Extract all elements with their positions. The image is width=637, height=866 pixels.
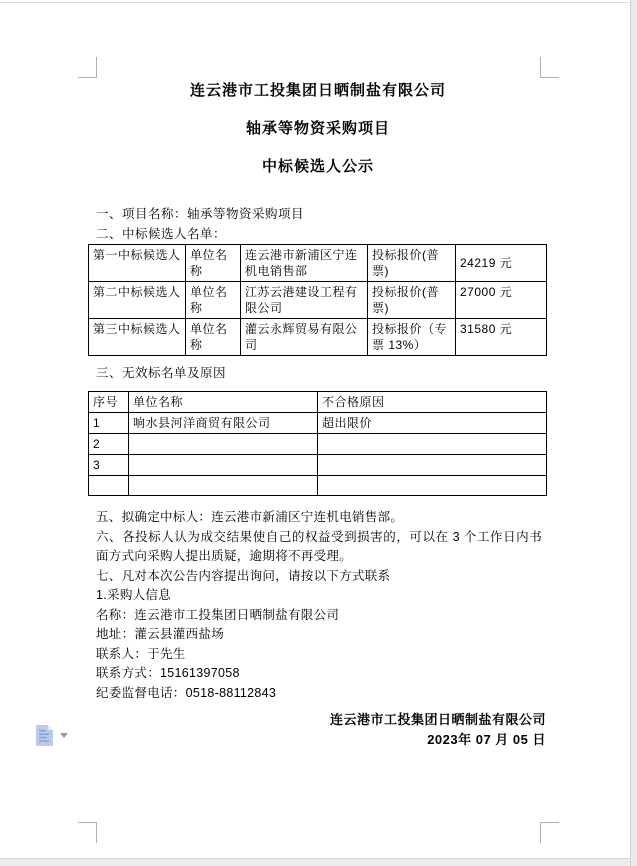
chevron-down-icon xyxy=(60,733,68,738)
table-cell: 27000 元 xyxy=(456,282,547,319)
table-cell: 1 xyxy=(89,413,129,434)
table-row xyxy=(89,413,547,434)
section-7-contact-heading: 七、凡对本次公告内容提出询问，请按以下方式联系 xyxy=(96,568,391,583)
body-paragraphs xyxy=(96,508,542,703)
margin-crop-mark-top-right xyxy=(540,57,559,78)
table-cell xyxy=(129,476,318,496)
signature-company: 连云港市工投集团日晒制盐有限公司 xyxy=(329,712,546,727)
margin-crop-mark-top-left xyxy=(78,57,97,78)
column-header: 单位名称 xyxy=(129,392,318,413)
table-cell: 江苏云港建设工程有限公司 xyxy=(241,282,368,319)
document-title-company: 连云港市工投集团日晒制盐有限公司 xyxy=(189,82,446,99)
table-row xyxy=(89,476,547,496)
document-title-project: 轴承等物资采购项目 xyxy=(245,120,390,137)
buyer-contact-person: 联系人：于先生 xyxy=(96,646,186,661)
table-row xyxy=(89,282,547,319)
table-cell xyxy=(318,455,547,476)
supervision-phone: 纪委监督电话：0518-88112843 xyxy=(96,685,277,700)
table-cell: 投标报价（专票 13%） xyxy=(368,319,456,356)
table-cell: 单位名称 xyxy=(186,319,241,356)
page-right-boundary xyxy=(630,0,637,866)
table-cell: 2 xyxy=(89,434,129,455)
signature-date: 2023年 07 月 05 日 xyxy=(427,732,546,747)
table-row xyxy=(89,319,547,356)
section-5-winner: 五、拟确定中标人：连云港市新浦区宁连机电销售部。 xyxy=(96,510,404,524)
paste-options-button[interactable] xyxy=(36,725,70,749)
table-cell: 单位名称 xyxy=(186,245,241,282)
section-2-candidates-heading: 二、中标候选人名单： xyxy=(96,227,227,241)
table-cell: 第三中标候选人 xyxy=(89,319,186,356)
buyer-address: 地址：灌云县灌西盐场 xyxy=(96,627,225,641)
invalid-bids-table xyxy=(88,391,547,496)
section-3-invalid-heading: 三、无效标名单及原因 xyxy=(96,366,227,380)
table-cell: 3 xyxy=(89,455,129,476)
margin-crop-mark-bottom-right xyxy=(540,822,559,843)
table-header-row xyxy=(89,392,547,413)
table-cell: 第二中标候选人 xyxy=(89,282,186,319)
document-title-notice: 中标候选人公示 xyxy=(261,158,374,175)
table-cell: 响水县河洋商贸有限公司 xyxy=(129,413,318,434)
table-cell: 灌云永辉贸易有限公司 xyxy=(241,319,368,356)
table-cell xyxy=(318,476,547,496)
table-cell xyxy=(318,434,547,455)
table-row xyxy=(89,434,547,455)
table-cell: 第一中标候选人 xyxy=(89,245,186,282)
table-cell: 连云港市新浦区宁连机电销售部 xyxy=(241,245,368,282)
table-cell xyxy=(89,476,129,496)
table-cell: 超出限价 xyxy=(318,413,547,434)
signature-block xyxy=(330,710,546,750)
section-6-objection-notice: 六、各投标人认为成交结果使自己的权益受到损害的，可以在 3 个工作日内书面方式向采购人提出质疑，逾期将不再受理。 xyxy=(96,529,542,563)
column-header: 不合格原因 xyxy=(318,392,547,413)
buyer-info-heading: 1.采购人信息 xyxy=(96,588,172,602)
section-1-project-name: 一、项目名称：轴承等物资采购项目 xyxy=(96,207,305,221)
table-cell: 31580 元 xyxy=(456,319,547,356)
candidates-table xyxy=(88,244,547,356)
table-row xyxy=(89,245,547,282)
column-header: 序号 xyxy=(89,392,129,413)
table-cell xyxy=(129,455,318,476)
table-cell: 投标报价(普票) xyxy=(368,245,456,282)
table-row xyxy=(89,455,547,476)
table-cell: 24219 元 xyxy=(456,245,547,282)
margin-crop-mark-bottom-left xyxy=(78,822,97,843)
paste-options-icon xyxy=(36,725,53,746)
buyer-name: 名称：连云港市工投集团日晒制盐有限公司 xyxy=(96,607,340,622)
table-cell: 单位名称 xyxy=(186,282,241,319)
page-top-boundary xyxy=(0,2,630,3)
table-cell xyxy=(129,434,318,455)
buyer-phone: 联系方式：15161397058 xyxy=(96,666,240,680)
table-cell: 投标报价(普票) xyxy=(368,282,456,319)
page-bottom-boundary xyxy=(0,858,630,866)
